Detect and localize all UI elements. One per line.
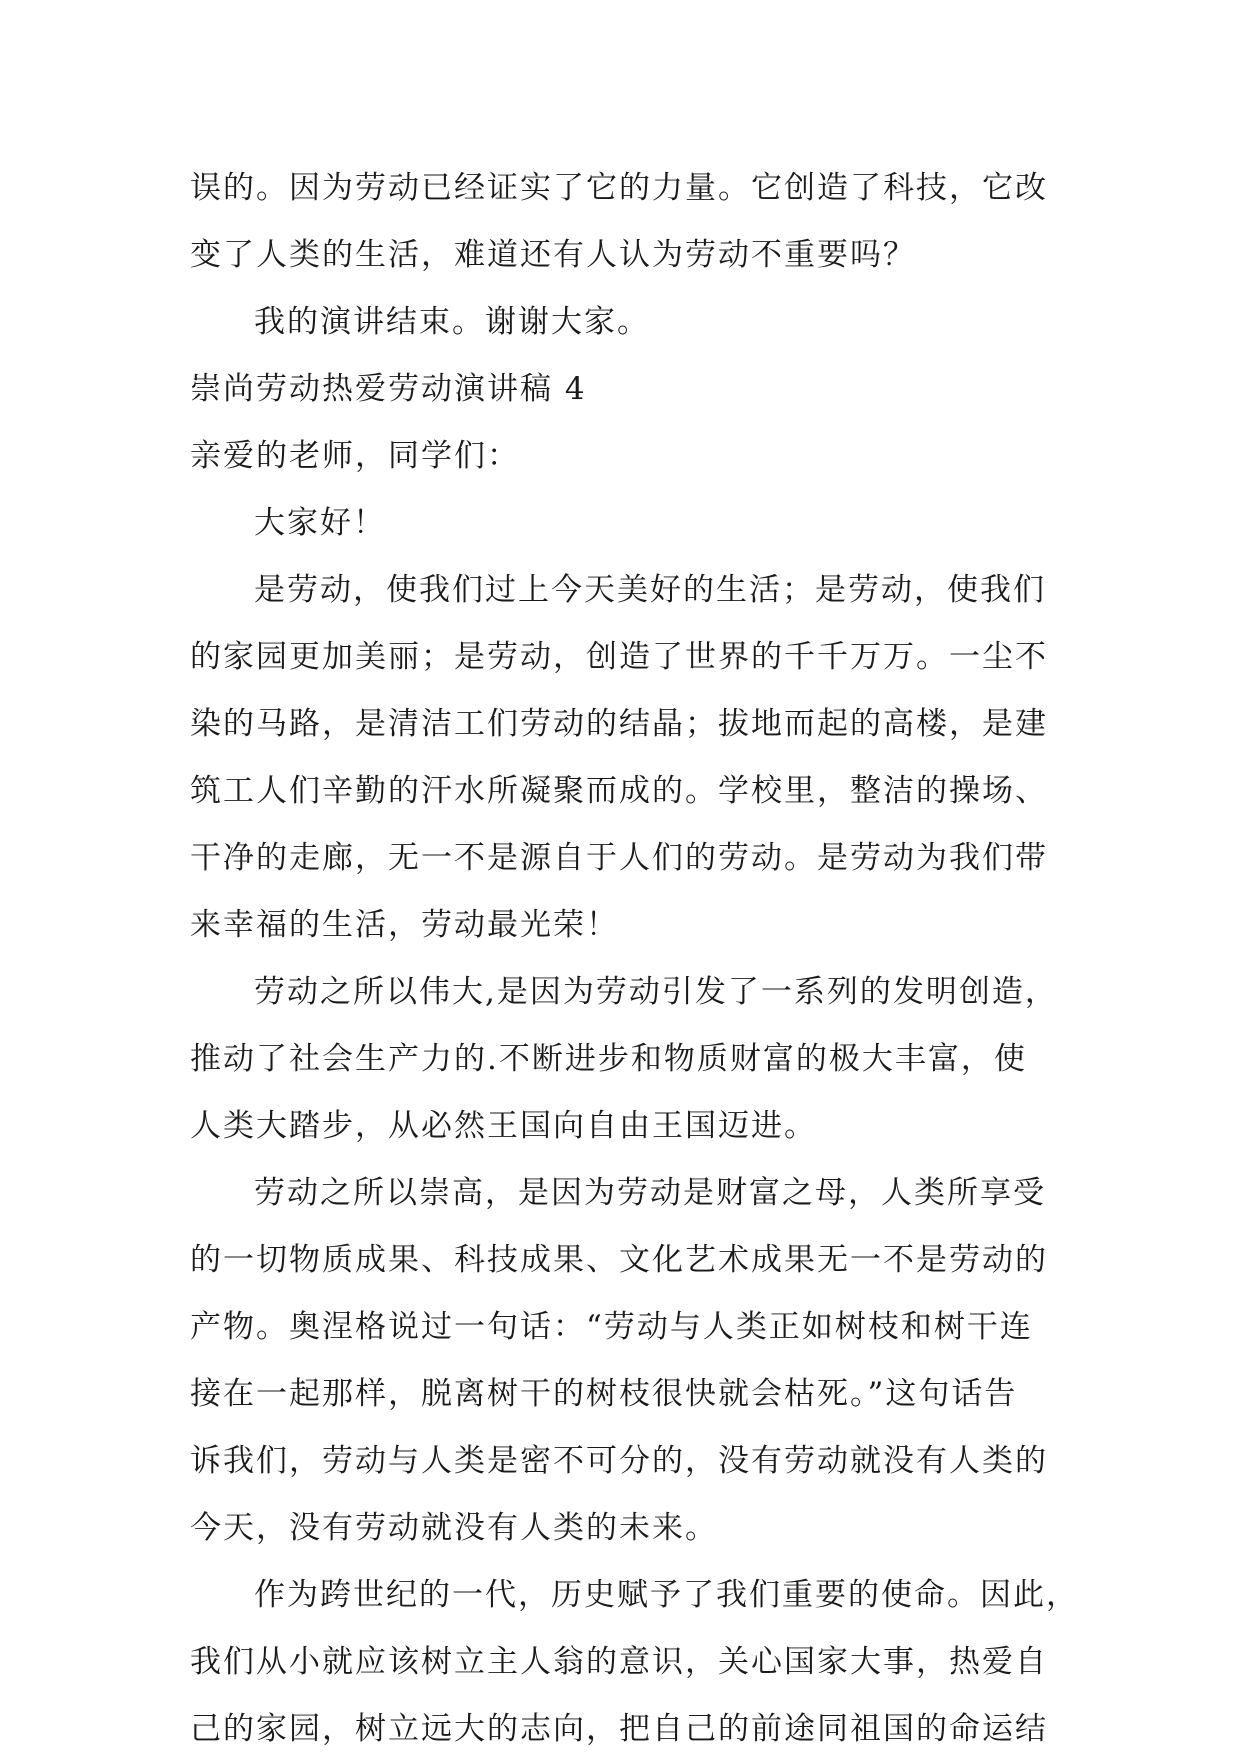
text-line: 我的演讲结束。谢谢大家。	[254, 304, 650, 340]
text-line: 我们从小就应该树立主人翁的意识，关心国家大事，热爱自	[190, 1644, 1048, 1680]
text-line: 干净的走廊，无一不是源自于人们的劳动。是劳动为我们带	[190, 840, 1048, 876]
text-line: 劳动之所以崇高，是因为劳动是财富之母，人类所享受	[254, 1175, 1046, 1211]
document-body	[190, 155, 1079, 1763]
text-line: 是劳动，使我们过上今天美好的生活；是劳动，使我们	[254, 572, 1046, 608]
text-line: 产物。奥涅格说过一句话：“劳动与人类正如树枝和树干连	[190, 1309, 1033, 1345]
text-line: 的家园更加美丽；是劳动，创造了世界的千千万万。一尘不	[190, 639, 1048, 675]
text-line: 接在一起那样，脱离树干的树枝很快就会枯死。”这句话告	[190, 1376, 1018, 1412]
text-line: 误的。因为劳动已经证实了它的力量。它创造了科技，它改	[190, 170, 1048, 206]
greeting: 大家好！	[254, 505, 386, 541]
section-title: 崇尚劳动热爱劳动演讲稿 4	[190, 371, 587, 407]
text-line: 诉我们，劳动与人类是密不可分的，没有劳动就没有人类的	[190, 1443, 1048, 1479]
text-line: 人类大踏步，从必然王国向自由王国迈进。	[190, 1108, 817, 1144]
text-line: 推动了社会生产力的.不断进步和物质财富的极大丰富，使	[190, 1041, 1027, 1077]
text-line: 染的马路，是清洁工们劳动的结晶；拔地而起的高楼，是建	[190, 706, 1048, 742]
salutation: 亲爱的老师，同学们：	[190, 438, 520, 474]
text-line: 劳动之所以伟大,是因为劳动引发了一系列的发明创造，	[254, 974, 1058, 1010]
text-line: 变了人类的生活，难道还有人认为劳动不重要吗？	[190, 237, 916, 273]
text-line: 今天，没有劳动就没有人类的未来。	[190, 1510, 718, 1546]
text-line: 来幸福的生活，劳动最光荣！	[190, 907, 619, 943]
text-line: 作为跨世纪的一代，历史赋予了我们重要的使命。因此，	[254, 1577, 1079, 1613]
text-line: 筑工人们辛勤的汗水所凝聚而成的。学校里，整洁的操场、	[190, 773, 1048, 809]
text-line: 的一切物质成果、科技成果、文化艺术成果无一不是劳动的	[190, 1242, 1048, 1278]
text-line: 己的家园，树立远大的志向，把自己的前途同祖国的命运结	[190, 1711, 1048, 1747]
